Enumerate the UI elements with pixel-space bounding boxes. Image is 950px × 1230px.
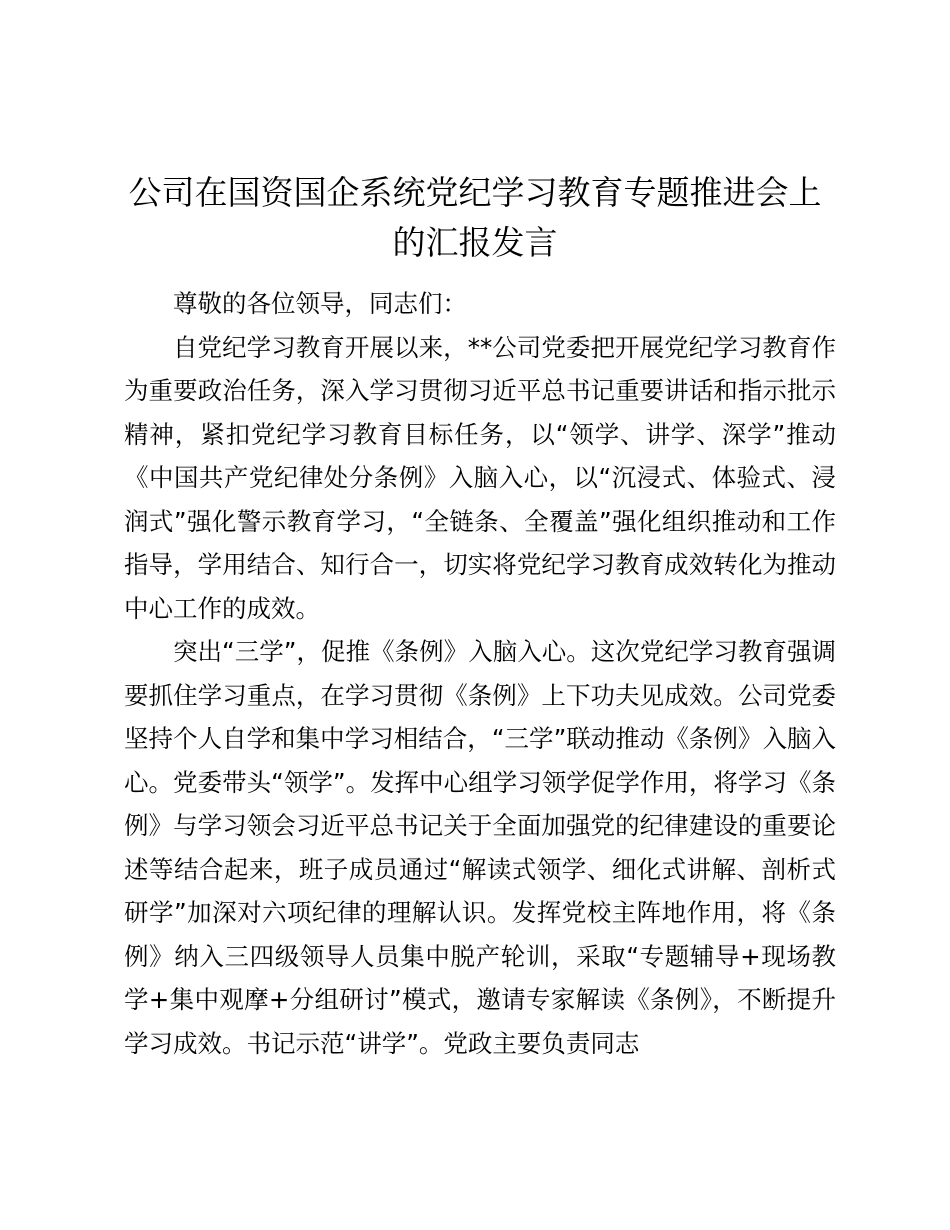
paragraph-intro: 自党纪学习教育开展以来，**公司党委把开展党纪学习教育作为重要政治任务，深入学习贯彻习近平总书记重要讲话和指示批示精神，紧扣党纪学习教育目标任务，以“领学、讲学、深学”推动《中国共产党纪律处分条例》入脑入心，以“沉浸式、体验式、浸润式”强化警示教育学习，“全链条、全覆盖”强化组织推动和工作指导，学用结合、知行合一，切实将党纪学习教育成效转化为推动中心工作的成效。 (124, 332, 836, 623)
paragraph-three-learnings: 突出“三学”，促推《条例》入脑入心。这次党纪学习教育强调要抓住学习重点，在学习贯彻《条例》上下功夫见成效。公司党委坚持个人自学和集中学习相结合，“三学”联动推动《条例》入脑入心。党委带头“领学”。发挥中心组学习领学促学作用，将学习《条例》与学习领会习近平总书记关于全面加强党的纪律建设的重要论述等结合起来，班子成员通过“解读式领学、细化式讲解、剖析式研学”加深对六项纪律的理解认识。发挥党校主阵地作用，将《条例》纳入三四级领导人员集中脱产轮训，采取“专题辅导+现场教学+集中观摩+分组研讨”模式，邀请专家解读《条例》，不断提升学习成效。书记示范“讲学”。党政主要负责同志 (124, 637, 836, 1058)
document-body (124, 282, 836, 1065)
document-title: 公司在国资国企系统党纪学习教育专题推进会上的汇报发言 (128, 173, 822, 262)
salutation: 尊敬的各位领导，同志们： (173, 289, 467, 318)
